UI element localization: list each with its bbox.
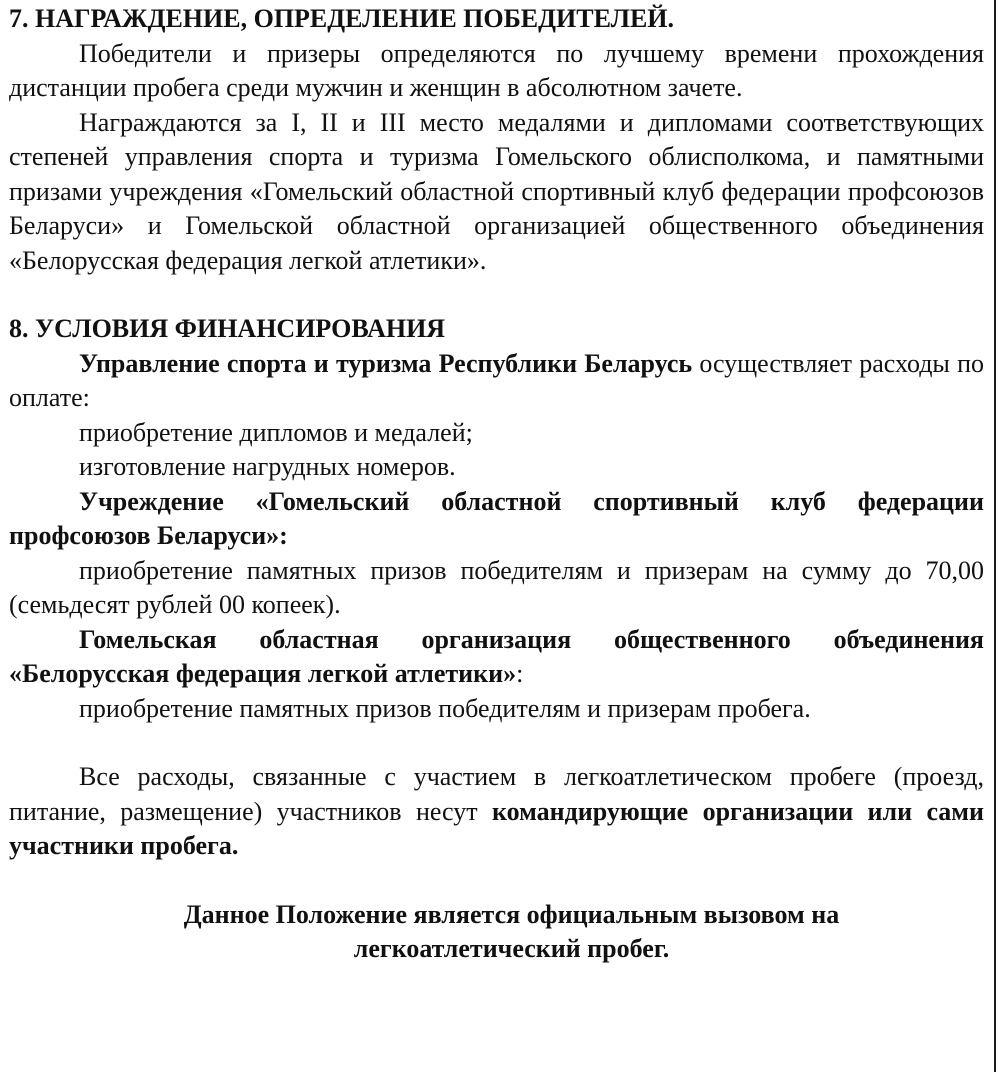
spacer (9, 726, 984, 760)
section8-heading: 8. УСЛОВИЯ ФИНАНСИРОВАНИЯ (9, 314, 446, 343)
financing-org1-item-1: приобретение дипломов и медалей; (79, 417, 473, 447)
expenses-bold-text: командирующие организации или сами участники пробега. (9, 796, 984, 860)
financing-org2-item: приобретение памятных призов победителям и призерам на сумму до 70,00 (семьдесят рублей 00 копеек). (9, 555, 984, 619)
closing-line-1: Данное Положение является официальным вызовом на (183, 899, 840, 929)
financing-org3-paragraph (9, 623, 984, 692)
financing-org1-name: Управление спорта и туризма Республики Беларусь (79, 348, 693, 378)
expenses-text: Все расходы, связанные с участием в легкоатлетическом пробеге (проезд, питание, размещение) участников несут (9, 762, 984, 826)
expenses-paragraph (9, 760, 984, 864)
closing-line-2: легкоатлетический пробег. (353, 934, 670, 963)
financing-org1-item-2: изготовление нагрудных номеров. (79, 452, 456, 481)
financing-org3-name: Гомельская областная организация общественного объединения «Белорусская федерация легкой атлетики» (9, 624, 984, 688)
financing-org1-paragraph (9, 347, 984, 416)
page-edge-line (994, 0, 996, 1072)
section7-paragraph-2: Награждаются за I, II и III место медалями и дипломами соответствующих степеней управления спорта и туризма Гомельского облисполкома, и памятными призами учреждения «Гомельский областной спортивный клуб федерации профсоюзов Беларуси» и Гомельской областной организацией общественного объединения «Белорусская федерация легкой атлетики». (9, 107, 984, 275)
spacer (9, 864, 984, 898)
document-content (9, 2, 984, 967)
financing-org2-name: Учреждение «Гомельский областной спортивный клуб федерации профсоюзов Беларуси»: (9, 486, 984, 550)
section7-paragraph-1: Победители и призеры определяются по лучшему времени прохождения дистанции пробега среди мужчин и женщин в абсолютном зачете. (9, 38, 984, 102)
financing-org3-item: приобретение памятных призов победителям и призерам пробега. (79, 693, 811, 723)
financing-org3-text: : (516, 659, 524, 688)
financing-org1-text: осуществляет расходы по оплате: (9, 348, 984, 412)
spacer (9, 278, 984, 312)
section7-heading: 7. НАГРАЖДЕНИЕ, ОПРЕДЕЛЕНИЕ ПОБЕДИТЕЛЕЙ. (9, 4, 675, 33)
